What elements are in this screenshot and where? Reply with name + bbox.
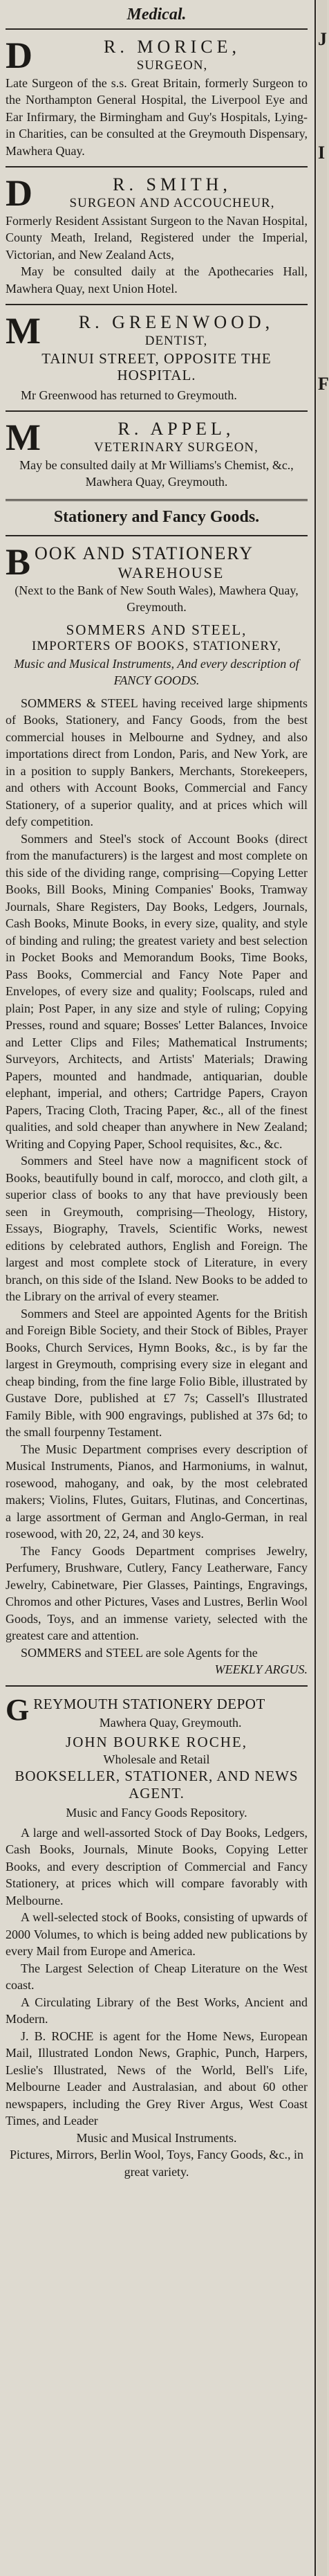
ad-body: Late Surgeon of the s.s. Great Britain, formerly Surgeon to the Northampton General Hospital, the Liverpool Eye and Ear Infirmary, the Birmingham and Guy's Hospitals, Lying-in Charities, can be consulted at the Greymouth Dispensary, Mawhera Quay. [6, 75, 308, 158]
paragraph: Sommers and Steel's stock of Account Books (direct from the manufacturers) is the largest and most complete on this side of the dividing range, comprising—Copying Letter Books, Bill Books, Mining Companies' Books, Tramway Journals, Share Registers, Day Books, Ledgers, Journals, Cash Books, Minute Books, in every size, quality, and style of binding and ruling; the greatest variety and best selection in Pocket Books and Memorandum Books, Time Books, Pass Books, Commercial and Fancy Note Paper and Envelopes, of every size and quality; Foolscaps, ruled and plain; Post Paper, in any size and style of ruling; Copying Presses, round and square; Bosses' Letter Balances, Invoice and Letter Clips and Files; Mathematical Instruments; Surveyors, Architects, and Artists' Materials; Drawing Papers, mounted and handmade, antiquarian, double elephant, imperial, and others; Cartridge Papers, Crayon Papers, Tracing Cloth, Tracing Paper, &c., all of the finest qualities, and sold cheaper than anywhere in New Zealand; Writing and Copying Paper, School requisites, &c., &c. [6, 831, 308, 1151]
paragraph: SOMMERS & STEEL having received large shipments of Books, Stationery, and Fancy Goods, from the best commercial houses in Melbourne and Sydney, and also importations direct from London, Paris, and New York, are in a position to supply Bankers, Merchants, Storekeepers, and others with Account Books, Commercial and Fancy Stationery, of a superior quality, and at prices which will defy competition. [6, 696, 308, 828]
dropcap: B [6, 541, 31, 583]
paragraph: The Fancy Goods Department comprises Jewelry, Perfumery, Brushware, Cutlery, Fancy Leatherware, Fancy Jewelry, Cabinetware, Pier Glasses, Paintings, Engravings, Chromos and other Pictures, Vases and Lustres, Berlin Wool Goods, Toys, and an immense variety, selected with the greatest care and attention. [6, 1543, 308, 1642]
ad-body-2: May be consulted daily at the Apothecaries Hall, Mawhera Quay, next Union Hotel. [6, 264, 308, 296]
ad-morice [6, 37, 308, 159]
ad-name: R. MORICE, [104, 37, 241, 57]
proprietor-role-2: BOOKSELLER, STATIONER, AND NEWS AGENT. [15, 1768, 299, 1802]
subhead: Music and Fancy Goods Repository. [66, 1806, 247, 1820]
ad-title: VETERINARY SURGEON, [94, 440, 258, 455]
paragraph: Music and Musical Instruments. [76, 2130, 237, 2145]
edge-letter: I [318, 143, 326, 163]
agents-line [6, 1644, 308, 1678]
paragraph: The Largest Selection of Cheap Literature on the West coast. [6, 1961, 308, 1992]
dropcap: D [6, 172, 32, 214]
paragraph: A Circulating Library of the Best Works, Ancient and Modern. [6, 1995, 308, 2026]
proprietor-role: Wholesale and Retail [103, 1752, 210, 1766]
dropcap: M [6, 310, 41, 352]
paragraph: The Music Department comprises every description of Musical Instruments, Pianos, and Harmoniums, in walnut, rosewood, mahogany, and oak, by the most celebrated makers; Violins, Flutes, Guitars, Flutinas, and Concertinas, a large assortment of German and Anglo-German, in real rosewood, with 20, 22, 24, and 30 keys. [6, 1442, 308, 1541]
ad-book-warehouse [6, 543, 308, 1678]
paragraph: J. B. ROCHE is agent for the Home News, European Mail, Illustrated London News, Graphic, Punch, Harpers, Leslie's Illustrated, News of the World, Bell's Life, Melbourne Leader and Australasian, and about 60 other newspapers, including the Grey River Argus, West Coast Times, and Leader [6, 2029, 308, 2128]
ad-title-2: WAREHOUSE [118, 563, 225, 581]
ad-address: (Next to the Bank of New South Wales), Mawhera Quay, Greymouth. [15, 583, 299, 614]
ad-title: REYMOUTH STATIONERY DEPOT [33, 1695, 265, 1712]
firm-name: SOMMERS AND STEEL, [66, 621, 247, 638]
firm-desc: IMPORTERS OF BOOKS, STATIONERY, [31, 639, 282, 653]
ad-name: R. SMITH, [113, 174, 232, 194]
paragraph: Sommers and Steel have now a magnificent stock of Books, beautifully bound in calf, morocco, and cloth gilt, a superior class of books to any that have previously been seen in Greymouth, comprising—Theology, History, Essays, Biography, Travels, Scientific Works, newest editions by celebrated authors, English and Foreign. The largest and most complete stock of Literature, in every branch, on this side of the Island. New Books to be added to the Library on the arrival of every steamer. [6, 1154, 308, 1303]
ad-title: DENTIST, [144, 334, 208, 348]
dropcap: D [6, 35, 32, 76]
ad-body: Mr Greenwood has returned to Greymouth. [21, 388, 237, 402]
dropcap: G [6, 1692, 30, 1727]
adjacent-column-edge [317, 0, 327, 2576]
ad-greenwood [6, 312, 308, 403]
proprietor-name: JOHN BOURKE ROCHE, [66, 1734, 247, 1750]
medical-heading: Medical. [126, 6, 187, 24]
edge-letter: J [318, 29, 327, 49]
paragraph: A well-selected stock of Books, consisting of upwards of 2000 Volumes, to which is being added new publications by every Mail from Europe and America. [6, 1910, 308, 1958]
ad-name: R. APPEL, [118, 419, 235, 439]
divider [6, 304, 308, 305]
stationery-heading: Stationery and Fancy Goods. [53, 507, 260, 526]
ad-title: SURGEON, [136, 58, 208, 73]
ad-body: Formerly Resident Assistant Surgeon to the Navan Hospital, County Meath, Ireland, Registered under the Imperial, Victorian, and New Zealand Acts, [6, 213, 308, 262]
paragraph: Pictures, Mirrors, Berlin Wool, Toys, Fancy Goods, &c., in great variety. [9, 2148, 304, 2179]
agents-text: SOMMERS and STEEL are sole Agents for the [21, 1645, 258, 1660]
paragraph: Sommers and Steel are appointed Agents for the British and Foreign Bible Society, and their Stock of Bibles, Prayer Books, Church Services, Hymn Books, &c., is by far the largest in Greymouth, comprising every size in elegant and cheap binding, from the fine large Folio Bible, illustrated by Gustave Dore, published at £7 7s; Cassell's Illustrated Family Bible, with 900 engravings, published at 37s 6d; to the small fourpenny Testament. [6, 1306, 308, 1439]
ad-greymouth-depot [6, 1694, 308, 2181]
ad-title: OOK AND STATIONERY [35, 543, 254, 563]
edge-letter: F [318, 374, 329, 394]
divider [6, 410, 308, 412]
firm-desc-2: Music and Musical Instruments, And every description of FANCY GOODS. [14, 656, 299, 687]
ad-title: SURGEON AND ACCOUCHEUR, [69, 196, 275, 210]
ad-smith [6, 174, 308, 297]
divider [6, 535, 308, 536]
ad-address: TAINUI STREET, OPPOSITE THE HOSPITAL. [41, 350, 272, 383]
divider [6, 1685, 308, 1687]
double-divider [6, 499, 308, 501]
paragraph: A large and well-assorted Stock of Day Books, Ledgers, Cash Books, Journals, Minute Books, Copying Letter Books, and every description of Commercial and Fancy Stationery, at prices which will compare favorably with Melbourne. [6, 1825, 308, 1907]
divider [6, 166, 308, 167]
ad-appel [6, 419, 308, 491]
dropcap: M [6, 417, 41, 458]
divider [6, 28, 308, 30]
ad-name: R. GREENWOOD, [78, 312, 274, 332]
ad-body: May be consulted daily at Mr Williams's Chemist, &c., Mawhera Quay, Greymouth. [19, 457, 294, 489]
agents-paper: WEEKLY ARGUS. [214, 1662, 308, 1676]
ad-address: Mawhera Quay, Greymouth. [99, 1715, 242, 1730]
